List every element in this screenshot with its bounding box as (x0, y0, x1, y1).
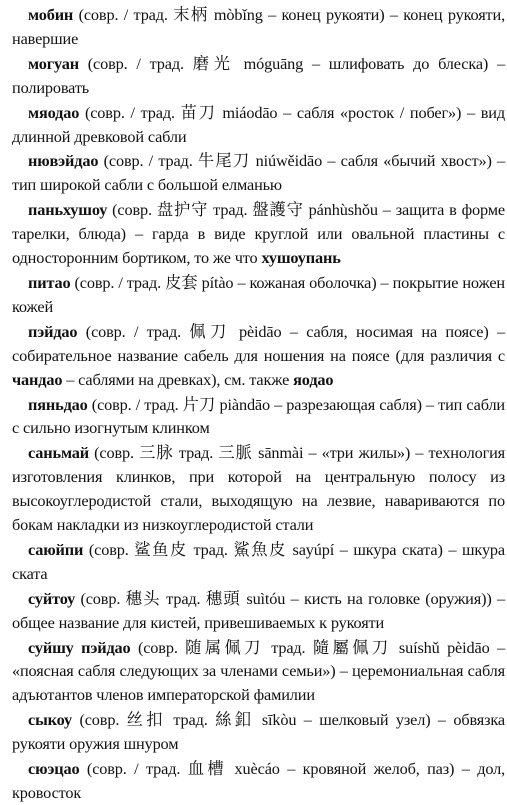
entry-term: пяньдао (28, 394, 88, 414)
entry-pitao (12, 271, 505, 319)
entry-term: нювэйдао (28, 151, 99, 171)
entry-sykou (12, 708, 505, 756)
entry-term: могуан (28, 53, 79, 73)
entry-term: сюэцао (28, 759, 80, 779)
entry-peydao (12, 320, 505, 392)
entry-crossref-term: хушоупань (261, 248, 341, 268)
entry-text: (совр. / трад. 佩刀 pèidāo – сабля, носимая на поясе) – собирательное название сабель для ношения на поясе (для различия с (12, 321, 505, 365)
entry-myaodao (12, 101, 505, 149)
entry-term: суйшу пэйдао (28, 637, 131, 657)
entry-text: (совр. 盘护守 трад. 盤護守 pánhùshǒu – защита в форме тарелки, блюда) – гарда в виде круглой или овальной пластины с односторонним бортиком, то же что (12, 200, 505, 268)
entry-term: паньхушоу (28, 200, 108, 220)
entry-text: (совр. / трад. 牛尾刀 niúwěidāo – сабля «бычий хвост») – тип широкой сабли с большой елманью (12, 151, 505, 195)
entry-crossref-term: чандао (12, 369, 63, 389)
entry-term: мобин (28, 5, 74, 24)
entry-term: саюйпи (28, 539, 84, 559)
entry-pyandao (12, 393, 505, 441)
entry-text: (совр. / трад. 片刀 piàndāo – разрезающая сабля) – тип сабли с сильно изогнутым клинком (12, 394, 505, 438)
entry-text-cont: – саблями на древках), см. также (62, 369, 294, 389)
entry-term: пэйдао (28, 321, 78, 341)
entry-nyuveydao (12, 149, 505, 197)
entry-sayuypi (12, 538, 505, 586)
entry-text: (совр. 三脉 трад. 三脈 sānmài – «три жилы») – технология изготовления клинков, при которой на центральную полосу из высокоуглеродистой стали, выходящую на лезвие, навариваются по бокам накладки из низкоуглеродистой стали (12, 443, 505, 535)
entry-term: мяодао (28, 102, 80, 122)
entry-term: суйтоу (28, 588, 76, 608)
entry-text: (совр. 丝扣 трад. 絲釦 sīkòu – шелковый узел) – обвязка рукояти оружия шнуром (12, 710, 505, 754)
entry-text: (совр. 鲨鱼皮 трад. 鯊魚皮 sayúpí – шкура ската) – шкура ската (12, 539, 505, 583)
entry-syuetsao (12, 757, 505, 805)
entry-text: (совр. / трад. 磨光 móguāng – шлифовать до блеска) – полировать (12, 53, 505, 97)
entry-text: (совр. / трад. 血槽 xuècáo – кровяной желоб, паз) – дол, кровосток (12, 759, 505, 802)
entry-sanmay (12, 441, 505, 537)
entry-term: сыкоу (28, 710, 73, 730)
entry-text: (совр. / трад. 皮套 pítào – кожаная оболочка) – покрытие ножен кожей (12, 272, 505, 316)
entry-mobin (12, 3, 505, 51)
entry-text: (совр. 随属佩刀 трад. 隨屬佩刀 suíshǔ pèidāo – «поясная сабля следующих за членами семьи») – церемониальная сабля адъютантов членов императорской фамилии (12, 637, 505, 705)
entry-panhushou (12, 198, 505, 270)
entry-text: (совр. / трад. 末柄 mòbǐng – конец рукояти) – конец рукояти, навершие (12, 5, 505, 48)
entry-suyshu-peydao (12, 636, 505, 708)
entry-moguan (12, 52, 505, 100)
entry-term: питао (28, 272, 71, 292)
entry-term: саньмай (28, 443, 90, 463)
entry-suytou (12, 587, 505, 635)
entry-text: (совр. 穗头 трад. 穗頭 suìtóu – кисть на головке (оружия)) – общее название для кистей, привешиваемых к рукояти (12, 588, 505, 632)
entry-text: (совр. / трад. 苗刀 miáodāo – сабля «росток / побег») – вид длинной древковой сабли (12, 102, 505, 146)
entry-crossref-term: яодао (293, 369, 334, 389)
